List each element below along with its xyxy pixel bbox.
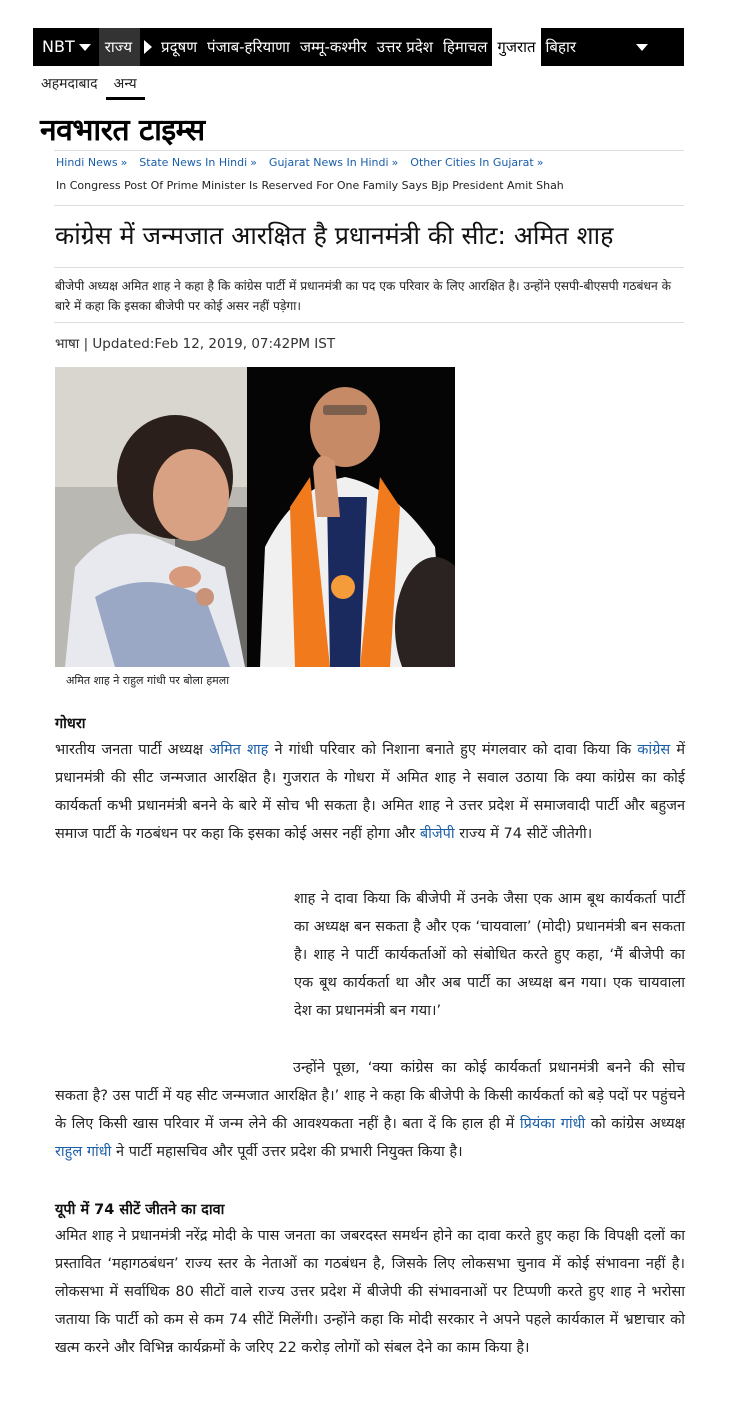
nav-item-himachal[interactable]: हिमाचल [442, 38, 488, 56]
para-text: ने पार्टी महासचिव और पूर्वी उत्तर प्रदेश की प्रभारी नियुक्त किया है। [111, 1144, 463, 1160]
top-navbar [33, 28, 684, 66]
more-menu-button[interactable] [581, 28, 660, 66]
breadcrumb-other-cities[interactable]: Other Cities In Gujarat » [410, 156, 544, 169]
para-text: भारतीय जनता पार्टी अध्यक्ष [55, 742, 210, 758]
divider [54, 205, 684, 206]
photo-caption: अमित शाह ने राहुल गांधी पर बोला हमला [66, 674, 230, 687]
para-text: उन्होंने पूछा, ‘क्या कांग्रेस का कोई कार्यकर्ता प्रधानमंत्री बनने की सोच सकता है? उस पार्टी में यह सीट जन्मजात आरक्षित है।’ शाह ने कहा कि बीजेपी के किसी कार्यकर्ता को बड़े पदों पर पहुंचने के लिए किसी खास परिवार में जन्म लेने की आवश्यकता नहीं है। बता दें कि हाल ही में [55, 1060, 685, 1132]
nav-item-rajya[interactable]: राज्य [99, 28, 140, 66]
breadcrumb [56, 156, 543, 169]
site-logo[interactable]: नवभारत टाइम्स [40, 113, 205, 148]
arrow-right-icon [144, 40, 152, 54]
breadcrumb-gujarat-news[interactable]: Gujarat News In Hindi » [268, 156, 399, 169]
nav-item-bihar[interactable]: बिहार [545, 38, 576, 56]
caret-down-icon [79, 44, 91, 51]
nav-item-gujarat[interactable]: गुजरात [492, 28, 540, 66]
article-photo-image [55, 367, 455, 667]
article-summary: बीजेपी अध्यक्ष अमित शाह ने कहा है कि कांग्रेस पार्टी में प्रधानमंत्री का पद एक परिवार के लिए आरक्षित है। उन्होंने एसपी-बीएसपी गठबंधन के बारे में कहा कि इसका बीजेपी पर कोई असर नहीं पड़ेगा। [55, 279, 671, 313]
link-congress[interactable]: कांग्रेस [637, 742, 671, 758]
divider [54, 150, 684, 151]
nav-item-pollution[interactable]: प्रदूषण [161, 38, 198, 56]
para-text: को कांग्रेस अध्यक्ष [585, 1116, 685, 1132]
nav-item-punjab-haryana[interactable]: पंजाब-हरियाणा [207, 38, 290, 56]
link-bjp[interactable]: बीजेपी [419, 826, 455, 842]
breadcrumb-state-news[interactable]: State News In Hindi » [139, 156, 257, 169]
link-priyanka-gandhi[interactable]: प्रियंका गांधी [519, 1116, 586, 1132]
sub-navbar [33, 70, 145, 100]
article-photo[interactable] [55, 367, 455, 667]
page-title: कांग्रेस में जन्मजात आरक्षित है प्रधानमंत्री की सीट: अमित शाह [55, 221, 614, 250]
divider [54, 267, 684, 268]
breadcrumb-current: In Congress Post Of Prime Minister Is Reserved For One Family Says Bjp President Amit Shah [56, 179, 564, 192]
divider [54, 322, 684, 323]
caret-down-icon [636, 44, 648, 51]
link-rahul-gandhi[interactable]: राहुल गांधी [55, 1144, 112, 1160]
para-text: ने गांधी परिवार को निशाना बनाते हुए मंगलवार को दावा किया कि [268, 742, 638, 758]
link-amit-shah[interactable]: अमित शाह [209, 742, 269, 758]
para-text: में प्रधानमंत्री की सीट जन्मजात आरक्षित है। गुजरात के गोधरा में अमित शाह ने सवाल उठाया कि क्या कांग्रेस का कोई कार्यकर्ता कभी प्रधानमंत्री बनने के बारे में सोच भी सकता है। अमित शाह ने उत्तर प्रदेश में समाजवादी पार्टी और बहुजन समाज पार्टी के गठबंधन पर कहा कि इसका कोई असर नहीं होगा और [55, 742, 685, 842]
article-byline: भाषा | Updated:Feb 12, 2019, 07:42PM IST [55, 336, 336, 352]
article-quote-paragraph: शाह ने दावा किया कि बीजेपी में उनके जैसा एक आम बूथ कार्यकर्ता पार्टी का अध्यक्ष बन सकता है और एक ‘चायवाला’ (मोदी) प्रधानमंत्री बन सकता है। शाह ने पार्टी कार्यकर्ताओं को संबोधित करते हुए कहा, ‘मैं बीजेपी का एक बूथ कार्यकर्ता था और अब पार्टी का अध्यक्ष बन गया। एक चायवाला देश का प्रधानमंत्री बन गया।’ [294, 891, 685, 1019]
nbt-logo-label: NBT [42, 37, 75, 56]
subnav-item-ahmedabad[interactable]: अहमदाबाद [41, 76, 98, 92]
section-heading-godhra: गोधरा [55, 716, 86, 732]
nav-item-jammu-kashmir[interactable]: जम्मू-कश्मीर [299, 38, 367, 56]
subnav-item-other[interactable]: अन्य [106, 70, 145, 100]
nav-item-uttar-pradesh[interactable]: उत्तर प्रदेश [376, 38, 433, 56]
article-paragraph-3: अमित शाह ने प्रधानमंत्री नरेंद्र मोदी के पास जनता का जबरदस्त समर्थन होने का दावा करते हुए कहा कि विपक्षी दलों का प्रस्तावित ‘महागठबंधन’ राज्य स्तर के नेताओं का गठबंधन है, जिसके लिए लोकसभा चुनाव में कोई संभावना नहीं है। लोकसभा में सर्वाधिक 80 सीटों वाले राज्य उत्तर प्रदेश में बीजेपी की संभावनाओं पर टिप्पणी करते हुए शाह ने भरोसा जताया कि पार्टी को कम से कम 74 सीटें मिलेंगी। उन्होंने कहा कि मोदी सरकार ने अपने पहले कार्यकाल में भ्रष्टाचार को खत्म करने और विभिन्न कार्यक्रमों के जरिए 22 करोड़ लोगों को संबल देने का काम किया है। [55, 1228, 685, 1356]
breadcrumb-hindi-news[interactable]: Hindi News » [56, 156, 128, 169]
para-text: राज्य में 74 सीटें जीतेगी। [454, 826, 593, 842]
section-heading-up-seats: यूपी में 74 सीटें जीतने का दावा [55, 1202, 225, 1218]
article-paragraph-2 [55, 1054, 685, 1166]
article-paragraph-1 [55, 736, 685, 848]
nbt-menu-button[interactable] [33, 28, 99, 66]
